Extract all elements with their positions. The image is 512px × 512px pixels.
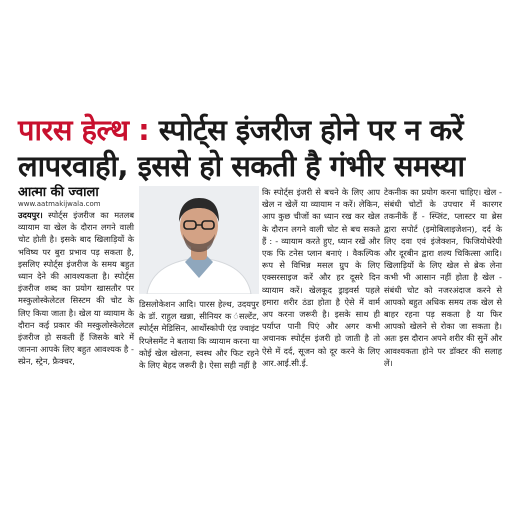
newspaper-website: www.aatmakijwala.com xyxy=(18,200,101,208)
source-block xyxy=(18,186,136,209)
article-column-4: टेकनीक का प्रयोग करना चाहिए। खेल - संबंधी चोटों के उपचार में कारगर तकनीकें हैं - स्प्लिंट, प्लास्टर या ब्रेस द्वारा सपोर्ट (इमोबिलाइजेशन), दर्द के लिए दवा एवं इंजेक्शन, फिजियोथेरेपी और दूरबीन द्वारा शल्य चिकित्सा आदि। खिलाड़ियों के लिए खेल से ब्रेक लेना कभी भी आसान नहीं होता है खेल - संबंधी चोट को नजरअंदाज करने से आपको बहुत अधिक समय तक खेल से बाहर रहना पड़ सकता है या फिर आपको खेलने से रोका जा सकता है। अतः इस दौरान अपने शरीर की सुनें और आवश्यकता होने पर डॉक्टर की सलाह लें। xyxy=(384,187,502,368)
headline-kicker: पारस हेल्थ xyxy=(18,113,129,147)
dateline: उदयपुर। xyxy=(18,210,43,220)
column-1-text: स्पोर्ट्स इंजरीज का मतलब व्यायाम या खेल के दौरान लगने वाली चोट होती है। इसके बाद खिलाड़ियों के भविष्य पर बुरा प्रभाव पड़ सकता है, इसलिए स्पोर्ट्स इंजरीज के समय बहुत ध्यान देने की आवश्यकता है। स्पोर्ट्स इंजरीज शब्द का प्रयोग खासतौर पर मस्कुलोस्केलेटल सिस्टम की चोट के लिए किया जाता है। खेल या व्यायाम के दौरान कई प्रकार की मस्कुलोस्केलेटल इंजरीज हो सकती हैं जिसके बारे में जानना आपके लिए बहुत आवश्यक है - स्प्रेन, स्ट्रेन, फ्रैक्चर, xyxy=(18,210,134,367)
article-column-2: डिसलोकेशन आदि। पारस हेल्थ, उदयपुर के डॉ. राहुल खन्ना, सीनियर क ंसल्टेंट, स्पोर्ट्स मेडिसिन, आर्थोस्कोपी एंड ज्वाइंट रिप्लेसमेंट ने बताया कि व्यायाम करना या कोई खेल खेलना, स्वस्थ और फिट रहने के लिए बेहद जरूरी है। ऐसा सही नहीं है xyxy=(139,299,259,371)
doctor-portrait-illustration xyxy=(139,186,259,294)
article-column-3: कि स्पोर्ट्स इंजरी से बचने के लिए आप खेल न खेलें या व्यायाम न करें। लेकिन, आप कुछ चीजों का ध्यान रख कर खेल के दौरान लगने वाली चोट से बच सकते हैं : - व्यायाम करते हुए, ध्यान रखें और एक फि टनेस प्लान बनाएं । वैकल्पिक रूप से विभिन्न मसल ग्रुप के लिए एक्सरसाइज करें और हर दूसरे दिन व्यायाम करें। खेलकूद ड्राइवर्स पहले हमारा शरीर ठंडा होता है ऐसे में वार्म अप करना जरूरी है। इसके साथ ही पर्याप्त पानी पिएं और अगर कभी अचानक स्पोर्ट्स इंजरी हो जाती है तो ऐसे में दर्द, सूजन को दूर करने के लिए आर.आई.सी.ई. xyxy=(262,187,380,368)
article-column-1 xyxy=(18,209,134,368)
article-headline xyxy=(18,112,502,184)
newspaper-masthead: आत्मा की ज्वाला xyxy=(18,185,99,200)
headline-separator: : xyxy=(128,113,159,147)
doctor-photo xyxy=(139,186,259,294)
headline-title: स्पोर्ट्स इंजरीज होने पर न करें लापरवाही, इससे हो सकती है गंभीर समस्या xyxy=(18,113,465,183)
